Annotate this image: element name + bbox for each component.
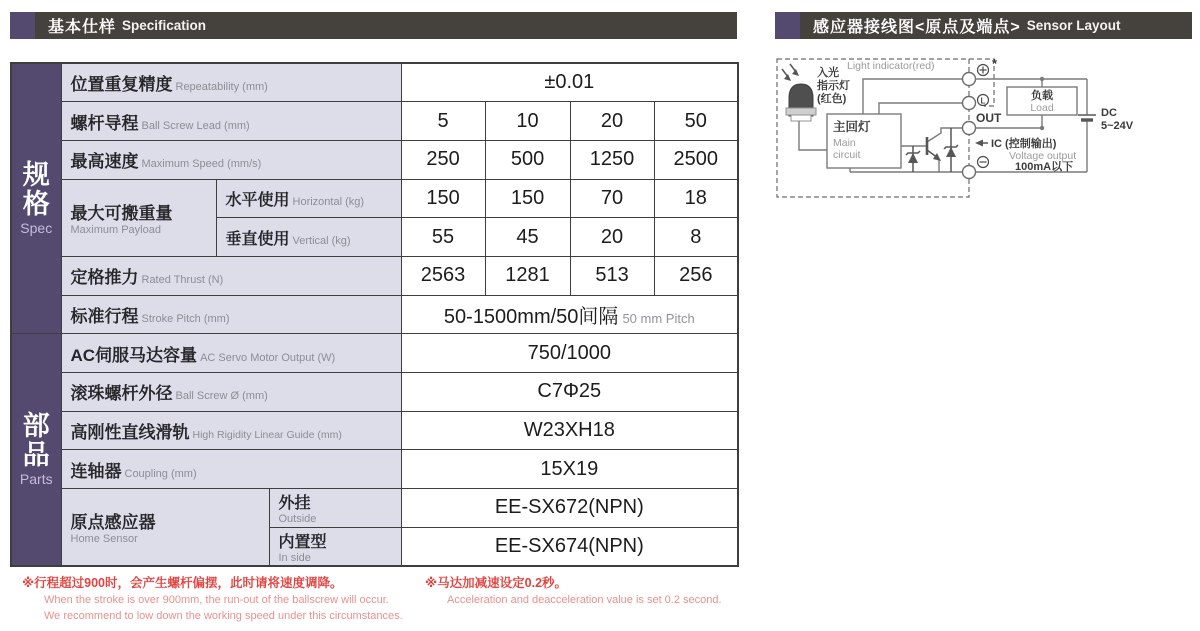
value-stroke-pitch xyxy=(401,295,738,334)
load-label-en: Load xyxy=(1030,102,1054,114)
value-repeatability: ±0.01 xyxy=(401,63,738,102)
ic-output-label: IC (控制输出) xyxy=(991,138,1057,150)
label-en: Home Sensor xyxy=(70,533,138,546)
label-max-payload-group xyxy=(61,179,216,256)
row-max-speed xyxy=(11,140,738,179)
zener-diode-icon xyxy=(944,128,958,172)
label-en: In side xyxy=(278,551,311,564)
junction-dot xyxy=(1040,77,1044,81)
light-label-zh-1: 入光 xyxy=(817,67,839,79)
light-indicator-label-en: Light indicator(red) xyxy=(847,60,935,72)
sidebar-parts-en: Parts xyxy=(19,471,53,488)
spec-header-title-en: Specification xyxy=(122,18,207,33)
label-stroke-pitch xyxy=(61,295,401,334)
label-zh: 滚珠螺杆外径 xyxy=(70,384,173,404)
value-cell: 70 xyxy=(570,179,654,218)
label-outside xyxy=(269,489,401,528)
value-linear-guide: W23XH18 xyxy=(401,411,738,450)
sensor-header-title-en: Sensor Layout xyxy=(1026,18,1121,33)
light-label-zh-2: 指示灯 xyxy=(817,80,850,92)
ic-arrow-icon xyxy=(975,140,988,147)
svg-text:L: L xyxy=(980,96,986,106)
label-en: Maximum Speed (mm/s) xyxy=(141,158,262,171)
value-cell: 2500 xyxy=(654,140,738,179)
label-zh: 高刚性直线滑轨 xyxy=(70,423,190,443)
footnote-zh: ※行程超过900时，会产生螺杆偏摆，此时请将速度调降。 xyxy=(22,576,343,590)
label-en: Maximum Payload xyxy=(70,223,161,236)
main-circuit-en-1: Main xyxy=(833,137,856,149)
footnote-en: When the stroke is over 900mm, the run-out of the ballscrew will occur. xyxy=(44,593,389,606)
value-cell: 45 xyxy=(485,218,570,257)
out-terminal-label: OUT xyxy=(976,111,1002,125)
sidebar-spec-en: Spec xyxy=(20,220,53,237)
junction-dot xyxy=(1040,126,1044,130)
battery-icon xyxy=(1078,115,1096,120)
label-zh: 内置型 xyxy=(278,533,327,551)
label-zh: 标准行程 xyxy=(70,306,139,326)
value-cell: 256 xyxy=(654,256,738,295)
footnote-en: Acceleration and deacceleration value is set 0.2 second. xyxy=(447,593,722,606)
purple-accent-block xyxy=(10,12,35,39)
row-stroke-pitch xyxy=(11,295,738,334)
light-label-zh-3: (红色) xyxy=(817,93,847,105)
row-coupling xyxy=(11,450,738,489)
sensor-wiring-diagram xyxy=(775,56,1195,206)
voltage-output-label: Voltage output xyxy=(1009,150,1077,162)
sidebar-spec-zh: 规格 xyxy=(22,160,50,219)
row-rated-thrust xyxy=(11,256,738,295)
label-zh: AC伺服马达容量 xyxy=(70,345,198,365)
label-zh: 原点感应器 xyxy=(70,513,156,533)
value-cell: 18 xyxy=(654,179,738,218)
spec-header-title-zh: 基本仕样 xyxy=(48,19,117,36)
label-ball-screw-lead xyxy=(61,102,401,141)
specification-table xyxy=(10,62,739,567)
value-cell: 20 xyxy=(570,218,654,257)
label-zh: 外挂 xyxy=(278,495,311,513)
value-cell: 150 xyxy=(485,179,570,218)
dc-label: DC xyxy=(1101,107,1117,119)
label-linear-guide xyxy=(61,411,401,450)
value-cell: 55 xyxy=(401,218,485,257)
main-circuit-en-2: circuit xyxy=(833,149,861,161)
load-terminal-icon xyxy=(978,95,989,106)
footnote-en: We recommend to low down the working speed under this circumstances. xyxy=(44,610,403,623)
star-mark: * xyxy=(992,56,998,71)
label-en: Ball Screw Lead (mm) xyxy=(141,119,250,132)
sidebar-parts-zh: 部品 xyxy=(22,411,50,470)
value-cell: 2563 xyxy=(401,256,485,295)
plus-terminal-icon xyxy=(978,65,989,76)
footnote-stroke-warning xyxy=(22,575,403,625)
row-ball-screw-dia xyxy=(11,373,738,412)
label-inside xyxy=(269,527,401,566)
label-en: Repeatability (mm) xyxy=(175,81,268,94)
label-coupling xyxy=(61,450,401,489)
current-limit-label: 100mA以下 xyxy=(1015,161,1074,173)
zener-diode-icon xyxy=(906,146,920,172)
label-en: Coupling (mm) xyxy=(124,467,197,480)
dc-voltage-label: 5~24V xyxy=(1101,120,1134,132)
label-zh: 最大可搬重量 xyxy=(70,203,173,223)
row-linear-guide xyxy=(11,411,738,450)
spec-section-header xyxy=(10,12,737,39)
value-cell: 500 xyxy=(485,140,570,179)
label-ball-screw-dia xyxy=(61,373,401,412)
terminal-circles xyxy=(963,73,976,179)
value-cell: 50 xyxy=(654,102,738,141)
sensor-section-header xyxy=(775,12,1192,39)
row-servo-output xyxy=(11,334,738,373)
sidebar-parts-block xyxy=(11,334,61,566)
footnote-acceleration xyxy=(425,575,722,608)
value-ball-screw-dia: C7Φ25 xyxy=(401,373,738,412)
row-payload-horizontal xyxy=(11,179,738,218)
value-main: 50-1500mm/50间隔 xyxy=(443,305,619,328)
value-cell: 150 xyxy=(401,179,485,218)
label-rated-thrust xyxy=(61,256,401,295)
label-en: Outside xyxy=(278,513,317,526)
label-en: Vertical (kg) xyxy=(292,234,351,247)
value-cell: 250 xyxy=(401,140,485,179)
value-cell: 1250 xyxy=(570,140,654,179)
purple-accent-block xyxy=(775,12,800,39)
label-zh: 垂直使用 xyxy=(225,230,290,248)
label-zh: 连轴器 xyxy=(70,461,122,481)
load-label-zh: 负载 xyxy=(1031,90,1053,102)
sidebar-spec-block xyxy=(11,63,61,334)
value-cell: 513 xyxy=(570,256,654,295)
label-servo-output xyxy=(61,334,401,373)
value-cell: 20 xyxy=(570,102,654,141)
label-zh: 位置重复精度 xyxy=(70,75,173,95)
value-sensor-outside: EE-SX672(NPN) xyxy=(401,489,738,528)
main-circuit-zh: 主回灯 xyxy=(833,120,871,134)
label-repeatability xyxy=(61,63,401,102)
sensor-header-title-zh: 感应器接线图<原点及端点> xyxy=(813,19,1021,36)
row-home-sensor-outside xyxy=(11,489,738,528)
minus-terminal-icon xyxy=(978,157,989,168)
value-cell: 5 xyxy=(401,102,485,141)
led-indicator-icon xyxy=(782,64,816,121)
value-cell: 1281 xyxy=(485,256,570,295)
label-zh: 最高速度 xyxy=(70,152,139,172)
value-coupling: 15X19 xyxy=(401,450,738,489)
label-en: Horizontal (kg) xyxy=(292,195,365,208)
label-en: Stroke Pitch (mm) xyxy=(141,312,230,325)
value-note: 50 mm Pitch xyxy=(622,310,695,326)
label-horizontal xyxy=(216,179,401,218)
value-sensor-inside: EE-SX674(NPN) xyxy=(401,527,738,566)
label-zh: 水平使用 xyxy=(225,191,290,209)
label-vertical xyxy=(216,218,401,257)
row-ball-screw-lead xyxy=(11,102,738,141)
label-en: AC Servo Motor Output (W) xyxy=(200,351,336,364)
value-servo-output: 750/1000 xyxy=(401,334,738,373)
label-en: Rated Thrust (N) xyxy=(141,274,224,287)
footnote-zh: ※马达加减速设定0.2秒。 xyxy=(425,576,568,590)
row-repeatability xyxy=(11,63,738,102)
label-home-sensor-group xyxy=(61,489,269,566)
label-zh: 定格推力 xyxy=(70,268,139,288)
label-zh: 螺杆导程 xyxy=(70,113,139,133)
label-max-speed xyxy=(61,140,401,179)
label-en: High Rigidity Linear Guide (mm) xyxy=(192,429,342,442)
value-cell: 10 xyxy=(485,102,570,141)
label-en: Ball Screw Ø (mm) xyxy=(175,390,268,403)
value-cell: 8 xyxy=(654,218,738,257)
